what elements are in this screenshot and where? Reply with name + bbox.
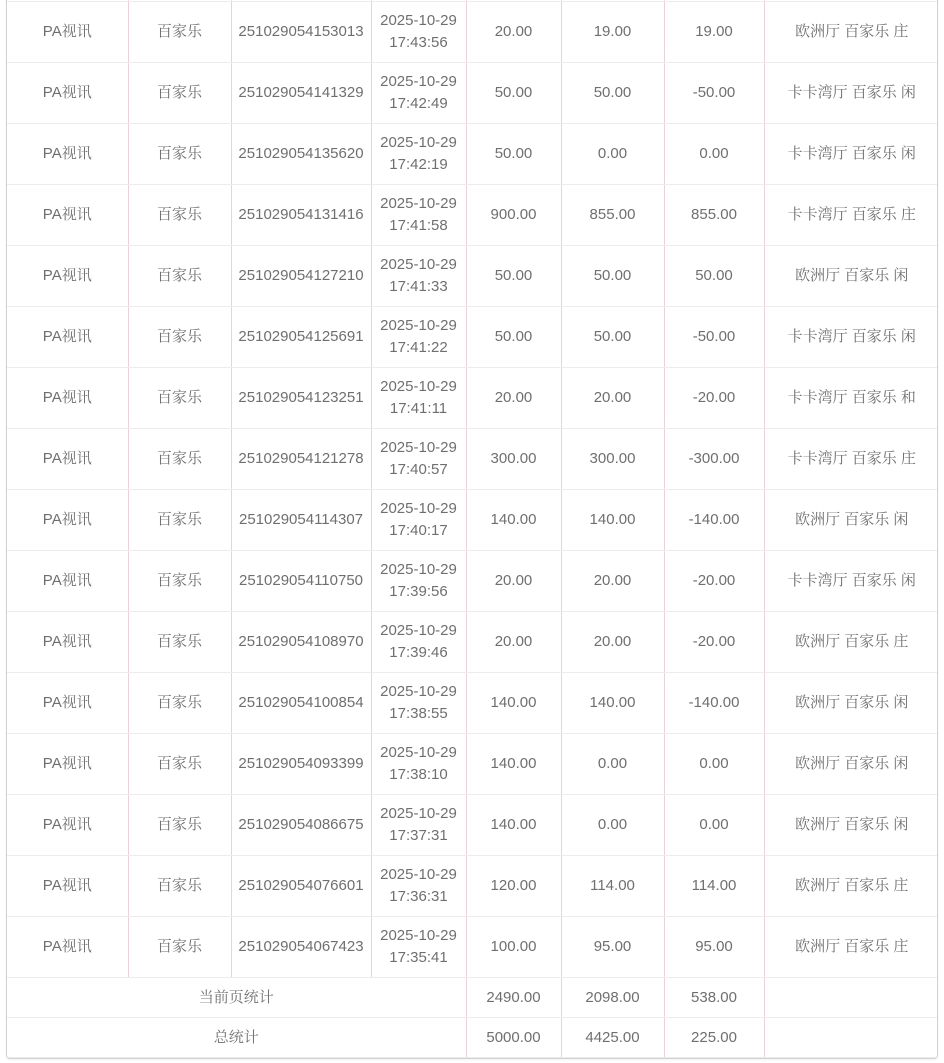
cell-table-info: 卡卡湾厅 百家乐 闲 [764,124,938,185]
cell-win-loss: 114.00 [664,856,764,917]
cell-bet-time: 2025-10-29 17:41:33 [371,246,466,307]
cell-bet-time: 2025-10-29 17:37:31 [371,795,466,856]
cell-order-no: 251029054086675 [231,795,371,856]
cell-platform: PA视讯 [7,795,128,856]
table-row [7,917,938,978]
cell-bet-time: 2025-10-29 17:42:49 [371,63,466,124]
cell-platform: PA视讯 [7,63,128,124]
cell-table-info: 欧洲厅 百家乐 庄 [764,856,938,917]
cell-platform: PA视讯 [7,368,128,429]
cell-order-no: 251029054121278 [231,429,371,490]
bet-records-table [7,0,938,1058]
current-page-winloss-total: 538.00 [664,978,764,1018]
cell-game: 百家乐 [128,368,231,429]
cell-table-info: 欧洲厅 百家乐 闲 [764,246,938,307]
cell-order-no: 251029054100854 [231,673,371,734]
cell-game: 百家乐 [128,673,231,734]
cell-valid-bet: 20.00 [561,551,664,612]
table-row [7,63,938,124]
cell-game: 百家乐 [128,185,231,246]
grand-total-summary-label: 总统计 [7,1018,466,1058]
cell-table-info: 卡卡湾厅 百家乐 庄 [764,429,938,490]
cell-table-info: 欧洲厅 百家乐 闲 [764,734,938,795]
cell-valid-bet: 20.00 [561,368,664,429]
cell-platform: PA视讯 [7,612,128,673]
cell-valid-bet: 140.00 [561,490,664,551]
cell-win-loss: -20.00 [664,368,764,429]
cell-game: 百家乐 [128,490,231,551]
cell-win-loss: -140.00 [664,673,764,734]
bet-records-table-container [6,0,938,1059]
cell-order-no: 251029054076601 [231,856,371,917]
cell-order-no: 251029054093399 [231,734,371,795]
cell-bet-amount: 140.00 [466,734,561,795]
current-page-bet-total: 2490.00 [466,978,561,1018]
cell-bet-time: 2025-10-29 17:38:55 [371,673,466,734]
cell-platform: PA视讯 [7,429,128,490]
cell-win-loss: 95.00 [664,917,764,978]
cell-order-no: 251029054153013 [231,2,371,63]
cell-win-loss: 0.00 [664,124,764,185]
cell-table-info: 卡卡湾厅 百家乐 庄 [764,185,938,246]
cell-bet-time: 2025-10-29 17:41:22 [371,307,466,368]
cell-valid-bet: 0.00 [561,124,664,185]
cell-bet-time: 2025-10-29 17:40:57 [371,429,466,490]
grand-total-bet: 5000.00 [466,1018,561,1058]
cell-win-loss: -50.00 [664,307,764,368]
table-row [7,246,938,307]
cell-platform: PA视讯 [7,490,128,551]
cell-bet-time: 2025-10-29 17:41:58 [371,185,466,246]
cell-order-no: 251029054067423 [231,917,371,978]
cell-bet-time: 2025-10-29 17:38:10 [371,734,466,795]
cell-bet-time: 2025-10-29 17:36:31 [371,856,466,917]
cell-valid-bet: 114.00 [561,856,664,917]
cell-game: 百家乐 [128,551,231,612]
cell-bet-time: 2025-10-29 17:39:56 [371,551,466,612]
table-row [7,185,938,246]
cell-platform: PA视讯 [7,2,128,63]
cell-win-loss: 855.00 [664,185,764,246]
cell-game: 百家乐 [128,734,231,795]
cell-bet-amount: 100.00 [466,917,561,978]
cell-game: 百家乐 [128,795,231,856]
cell-valid-bet: 0.00 [561,734,664,795]
cell-order-no: 251029054127210 [231,246,371,307]
cell-game: 百家乐 [128,246,231,307]
cell-game: 百家乐 [128,856,231,917]
current-page-summary-label: 当前页统计 [7,978,466,1018]
table-row [7,612,938,673]
cell-order-no: 251029054110750 [231,551,371,612]
table-row [7,795,938,856]
cell-bet-amount: 50.00 [466,63,561,124]
table-row [7,490,938,551]
cell-win-loss: -20.00 [664,551,764,612]
cell-order-no: 251029054135620 [231,124,371,185]
grand-total-winloss: 225.00 [664,1018,764,1058]
cell-platform: PA视讯 [7,185,128,246]
table-row [7,124,938,185]
cell-bet-time: 2025-10-29 17:41:11 [371,368,466,429]
cell-bet-time: 2025-10-29 17:42:19 [371,124,466,185]
cell-table-info: 欧洲厅 百家乐 庄 [764,2,938,63]
cell-game: 百家乐 [128,917,231,978]
cell-game: 百家乐 [128,63,231,124]
cell-win-loss: -140.00 [664,490,764,551]
cell-platform: PA视讯 [7,246,128,307]
current-page-valid-total: 2098.00 [561,978,664,1018]
cell-valid-bet: 140.00 [561,673,664,734]
cell-bet-amount: 120.00 [466,856,561,917]
cell-game: 百家乐 [128,307,231,368]
cell-platform: PA视讯 [7,917,128,978]
cell-table-info: 卡卡湾厅 百家乐 和 [764,368,938,429]
cell-valid-bet: 300.00 [561,429,664,490]
table-row [7,551,938,612]
cell-order-no: 251029054114307 [231,490,371,551]
cell-bet-amount: 140.00 [466,795,561,856]
cell-platform: PA视讯 [7,551,128,612]
cell-bet-amount: 50.00 [466,307,561,368]
cell-bet-amount: 300.00 [466,429,561,490]
cell-win-loss: 0.00 [664,734,764,795]
cell-win-loss: 50.00 [664,246,764,307]
cell-table-info: 欧洲厅 百家乐 庄 [764,917,938,978]
cell-bet-amount: 20.00 [466,551,561,612]
cell-platform: PA视讯 [7,307,128,368]
cell-platform: PA视讯 [7,734,128,795]
cell-table-info: 卡卡湾厅 百家乐 闲 [764,307,938,368]
cell-bet-amount: 20.00 [466,368,561,429]
cell-platform: PA视讯 [7,124,128,185]
grand-total-valid: 4425.00 [561,1018,664,1058]
cell-order-no: 251029054123251 [231,368,371,429]
cell-table-info: 欧洲厅 百家乐 闲 [764,490,938,551]
cell-bet-time: 2025-10-29 17:39:46 [371,612,466,673]
table-row [7,429,938,490]
cell-game: 百家乐 [128,612,231,673]
cell-bet-amount: 140.00 [466,673,561,734]
cell-win-loss: -50.00 [664,63,764,124]
cell-valid-bet: 855.00 [561,185,664,246]
cell-bet-time: 2025-10-29 17:43:56 [371,2,466,63]
table-row [7,368,938,429]
table-row [7,734,938,795]
cell-valid-bet: 20.00 [561,612,664,673]
cell-valid-bet: 95.00 [561,917,664,978]
grand-total-summary-empty-cell [764,1018,938,1058]
cell-win-loss: 19.00 [664,2,764,63]
table-row [7,307,938,368]
cell-table-info: 卡卡湾厅 百家乐 闲 [764,551,938,612]
cell-bet-amount: 50.00 [466,246,561,307]
table-row [7,673,938,734]
table-body [7,0,938,1058]
cell-win-loss: 0.00 [664,795,764,856]
cell-bet-amount: 140.00 [466,490,561,551]
grand-total-summary-row [7,1018,938,1058]
cell-order-no: 251029054108970 [231,612,371,673]
cell-valid-bet: 50.00 [561,63,664,124]
table-row [7,856,938,917]
cell-game: 百家乐 [128,429,231,490]
cell-platform: PA视讯 [7,673,128,734]
current-page-summary-empty-cell [764,978,938,1018]
cell-bet-time: 2025-10-29 17:35:41 [371,917,466,978]
table-row [7,2,938,63]
cell-table-info: 卡卡湾厅 百家乐 闲 [764,63,938,124]
cell-win-loss: -300.00 [664,429,764,490]
cell-bet-amount: 900.00 [466,185,561,246]
current-page-summary-row [7,978,938,1018]
cell-table-info: 欧洲厅 百家乐 庄 [764,612,938,673]
cell-table-info: 欧洲厅 百家乐 闲 [764,795,938,856]
cell-valid-bet: 0.00 [561,795,664,856]
cell-order-no: 251029054141329 [231,63,371,124]
cell-game: 百家乐 [128,124,231,185]
cell-valid-bet: 50.00 [561,246,664,307]
cell-win-loss: -20.00 [664,612,764,673]
cell-platform: PA视讯 [7,856,128,917]
cell-order-no: 251029054125691 [231,307,371,368]
cell-valid-bet: 19.00 [561,2,664,63]
cell-bet-amount: 20.00 [466,612,561,673]
cell-valid-bet: 50.00 [561,307,664,368]
cell-game: 百家乐 [128,2,231,63]
cell-table-info: 欧洲厅 百家乐 闲 [764,673,938,734]
cell-bet-amount: 20.00 [466,2,561,63]
cell-bet-amount: 50.00 [466,124,561,185]
cell-bet-time: 2025-10-29 17:40:17 [371,490,466,551]
cell-order-no: 251029054131416 [231,185,371,246]
